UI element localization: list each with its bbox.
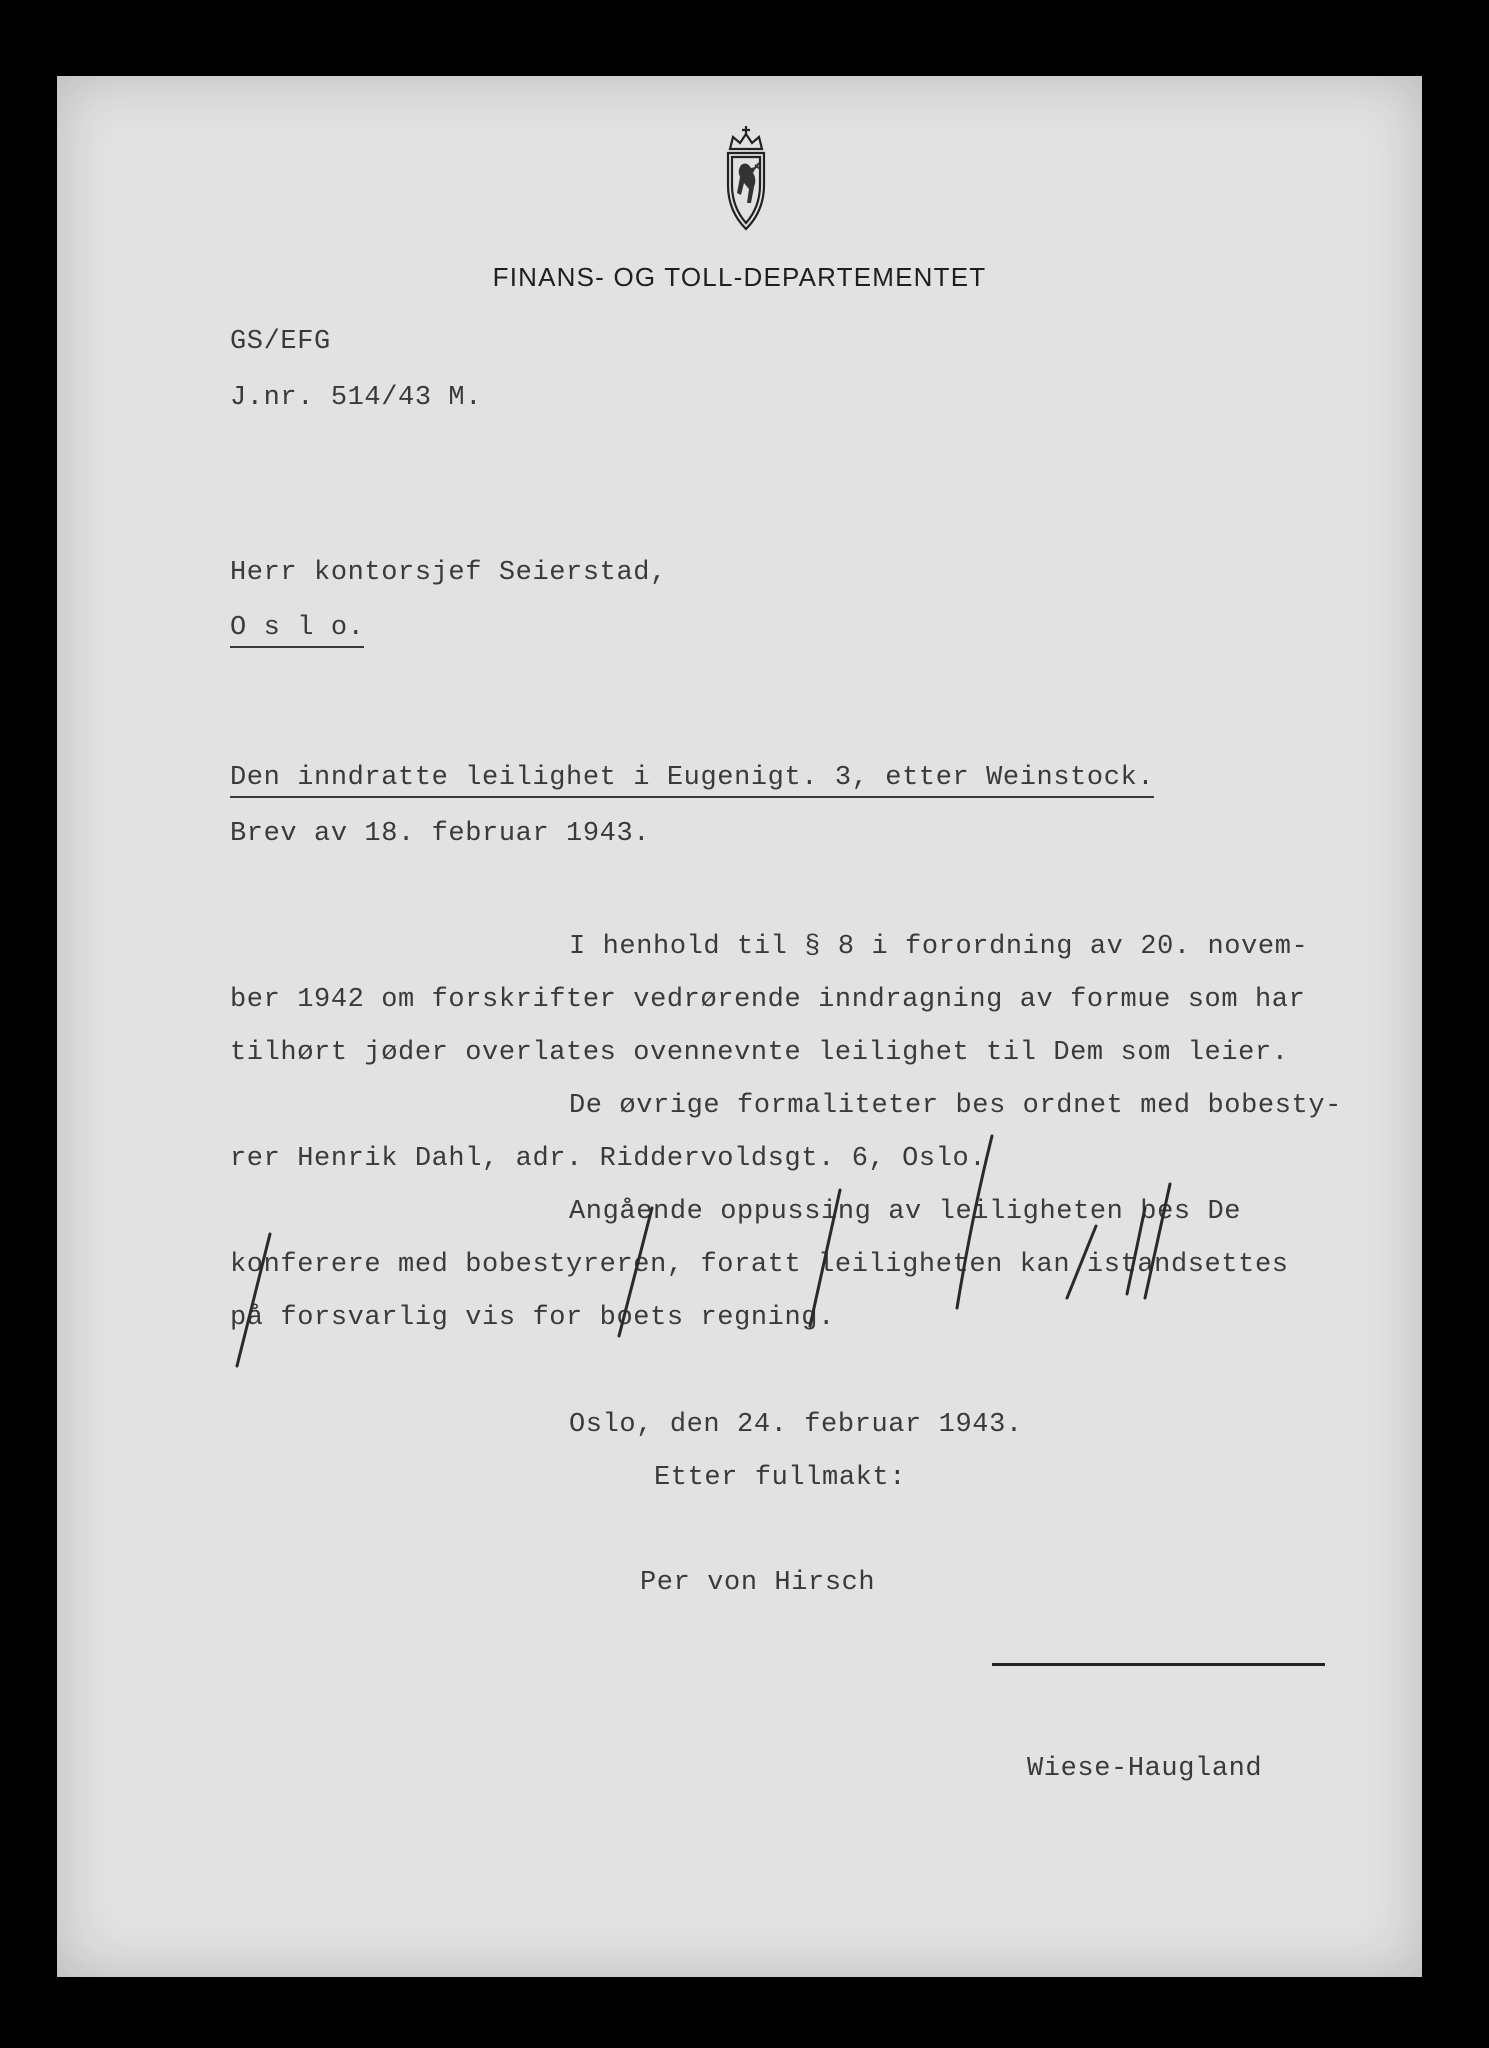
closing-date: Oslo, den 24. februar 1943. xyxy=(569,1410,1023,1440)
journal-number: J.nr. 514/43 M. xyxy=(230,383,483,413)
recipient-name: Herr kontorsjef Seierstad, xyxy=(230,558,667,588)
subject-title: Den inndratte leilighet i Eugenigt. 3, etter Weinstock. xyxy=(230,765,1154,798)
reference-initials: GS/EFG xyxy=(230,327,331,357)
body-line: Angående oppussing av leiligheten bes De xyxy=(569,1197,1242,1227)
letter-reference: Brev av 18. februar 1943. xyxy=(230,819,651,849)
pen-strike-marks xyxy=(57,76,1422,1977)
body-line: på forsvarlig vis for boets regning. xyxy=(230,1303,835,1333)
letter-page xyxy=(57,76,1422,1977)
signature-line xyxy=(992,1663,1325,1666)
body-line: rer Henrik Dahl, adr. Riddervoldsgt. 6, Oslo. xyxy=(230,1144,987,1174)
body-line: konferere med bobestyreren, foratt leiligheten kan istandsettes xyxy=(230,1250,1289,1280)
department-letterhead: FINANS- OG TOLL-DEPARTEMENTET xyxy=(492,262,987,292)
recipient-city: O s l o. xyxy=(230,615,364,648)
body-line: I henhold til § 8 i forordning av 20. novem- xyxy=(569,932,1309,962)
countersign-name: Wiese-Haugland xyxy=(1027,1754,1263,1784)
norwegian-coat-of-arms-icon xyxy=(713,123,779,235)
signatory-name: Per von Hirsch xyxy=(640,1568,876,1598)
body-line: De øvrige formaliteter bes ordnet med bobesty- xyxy=(569,1091,1342,1121)
body-line: tilhørt jøder overlates ovennevnte leilighet til Dem som leier. xyxy=(230,1038,1289,1068)
body-line: ber 1942 om forskrifter vedrørende inndragning av formue som har xyxy=(230,985,1306,1015)
authority-line: Etter fullmakt: xyxy=(654,1463,907,1493)
